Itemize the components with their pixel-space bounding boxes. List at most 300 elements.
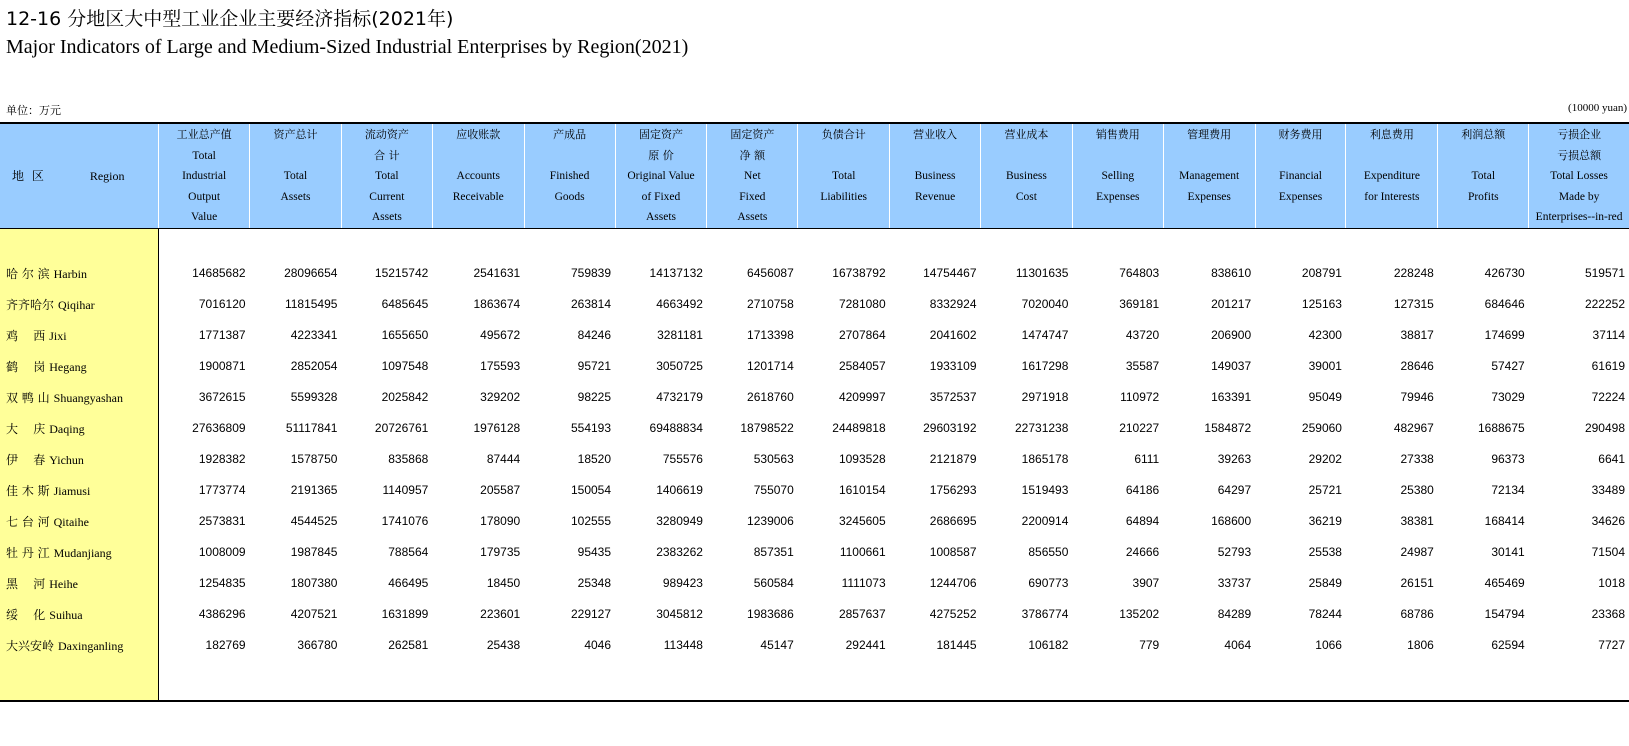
value-cell: 18798522: [740, 421, 794, 435]
value-cell: 135202: [1119, 607, 1160, 621]
value-cell: 30141: [1491, 545, 1525, 559]
column-header-english-line: [1164, 207, 1255, 228]
region-name-english: Daxinganling: [58, 638, 124, 653]
value-cell: 39001: [1308, 359, 1342, 373]
value-cell: 2686695: [929, 514, 977, 528]
empty-cell: [1346, 661, 1438, 701]
value-cell: 168414: [1484, 514, 1525, 528]
value-cell: 206900: [1211, 328, 1252, 342]
column-header-chinese-line: [1256, 146, 1346, 167]
region-name-english: Hegang: [49, 359, 87, 374]
region-cell: [0, 444, 159, 475]
column-header-english-line: Assets: [645, 211, 676, 223]
column-header-chinese-line: 流动资产: [364, 128, 409, 141]
region-cell-empty: [0, 228, 159, 258]
value-cell: 482967: [1393, 421, 1434, 435]
column-header-chinese-line: [890, 146, 980, 167]
region-name-english: Jixi: [49, 328, 67, 343]
value-cell: 52793: [1217, 545, 1252, 559]
column-header-english-line: [250, 207, 341, 228]
value-cell: 201217: [1211, 297, 1252, 311]
empty-cell: [707, 661, 798, 701]
value-cell: 4223341: [290, 328, 338, 342]
value-cell: 4064: [1224, 638, 1252, 652]
value-cell: 72224: [1591, 390, 1625, 404]
table-row: [0, 475, 1629, 506]
value-cell: 554193: [570, 421, 612, 435]
region-name-chinese: 鹤 岗: [6, 359, 46, 374]
empty-cell: [707, 228, 798, 258]
value-cell: 64894: [1125, 514, 1160, 528]
table-body: [0, 228, 1629, 701]
region-cell: [0, 258, 159, 289]
table-row: [0, 599, 1629, 630]
table-row: [0, 320, 1629, 351]
column-header-english-line: [981, 207, 1072, 228]
table-row: [0, 258, 1629, 289]
value-cell: 35587: [1125, 359, 1160, 373]
table-row: [0, 382, 1629, 413]
value-cell: 182769: [205, 638, 246, 652]
table-row: [0, 568, 1629, 599]
region-cell: [0, 506, 159, 537]
value-cell: 125163: [1301, 297, 1342, 311]
value-cell: 6485645: [381, 297, 429, 311]
value-cell: 2710758: [747, 297, 794, 311]
column-header-english-line: Net: [744, 170, 761, 182]
value-cell: 113448: [663, 638, 703, 652]
region-name-english: Suihua: [49, 607, 83, 622]
value-cell: 4386296: [198, 607, 246, 621]
region-cell: [0, 475, 159, 506]
value-cell: 366780: [297, 638, 338, 652]
region-cell: [0, 413, 159, 444]
value-cell: 62594: [1491, 638, 1525, 652]
region-cell: [0, 351, 159, 382]
value-cell: 6641: [1598, 452, 1625, 466]
value-cell: 1617298: [1021, 359, 1069, 373]
value-cell: 1987845: [290, 545, 338, 559]
value-cell: 426730: [1484, 266, 1525, 280]
value-cell: 1806: [1407, 638, 1434, 652]
value-cell: 78244: [1308, 607, 1342, 621]
value-cell: 1097548: [381, 359, 429, 373]
region-name-chinese: 大 庆: [6, 421, 46, 436]
column-header: [981, 123, 1073, 228]
empty-cell: [432, 661, 524, 701]
region-cell-empty: [0, 661, 159, 701]
table-row: [0, 444, 1629, 475]
column-header-english-line: Total: [1471, 170, 1496, 182]
region-name-chinese: 七 台 河: [6, 514, 50, 529]
value-cell: 2584057: [838, 359, 886, 373]
indicators-table: [0, 122, 1629, 702]
empty-cell: [432, 228, 524, 258]
value-cell: 2573831: [198, 514, 246, 528]
value-cell: 25721: [1308, 483, 1342, 497]
value-cell: 1928382: [198, 452, 246, 466]
column-header-english-line: [1073, 207, 1163, 228]
value-cell: 759839: [570, 266, 612, 280]
value-cell: 24666: [1125, 545, 1160, 559]
value-cell: 263814: [570, 297, 612, 311]
value-cell: 181445: [936, 638, 977, 652]
value-cell: 51117841: [285, 421, 338, 435]
value-cell: 205587: [480, 483, 521, 497]
value-cell: 3786774: [1021, 607, 1069, 621]
column-header-english-line: [433, 207, 524, 228]
value-cell: 36219: [1308, 514, 1342, 528]
value-cell: 14137132: [649, 266, 703, 280]
region-name-chinese: 大兴安岭: [6, 638, 55, 653]
value-cell: 3045812: [656, 607, 703, 621]
value-cell: 1239006: [747, 514, 794, 528]
table-row: [0, 351, 1629, 382]
value-cell: 84246: [577, 328, 612, 342]
region-name-english: Heihe: [49, 576, 78, 591]
value-cell: 1688675: [1477, 421, 1525, 435]
column-header-chinese-line: 营业成本: [1004, 128, 1049, 141]
column-header-english-line: Business: [1005, 170, 1047, 182]
value-cell: 96373: [1491, 452, 1525, 466]
value-cell: 835868: [388, 452, 429, 466]
column-header-english-line: Total: [831, 170, 856, 182]
value-cell: 1578750: [290, 452, 338, 466]
value-cell: 290498: [1584, 421, 1625, 435]
column-header-english-line: Expenditure: [1363, 170, 1421, 182]
column-header-english-line: [1346, 207, 1437, 228]
column-header-english-line: Goods: [554, 190, 585, 203]
value-cell: 3050725: [656, 359, 703, 373]
value-cell: 3280949: [656, 514, 703, 528]
indicators-table-container: [0, 122, 1629, 702]
value-cell: 42300: [1308, 328, 1342, 342]
table-row: [0, 506, 1629, 537]
value-cell: 23368: [1591, 607, 1625, 621]
region-name-chinese: 齐齐哈尔: [6, 297, 55, 312]
column-header-chinese-line: 应收账款: [456, 128, 501, 141]
value-cell: 179735: [480, 545, 521, 559]
value-cell: 755070: [753, 483, 794, 497]
column-header-english-line: Total: [283, 170, 308, 182]
value-cell: 25380: [1400, 483, 1434, 497]
column-header-chinese-line: 销售费用: [1095, 128, 1140, 141]
region-cell: [0, 289, 159, 320]
value-cell: 178090: [480, 514, 521, 528]
table-title-chinese: 12-16 分地区大中型工业企业主要经济指标(2021年): [6, 8, 454, 30]
column-header-english-line: [798, 207, 889, 228]
value-cell: 530563: [753, 452, 794, 466]
value-cell: 1018: [1598, 576, 1625, 590]
column-header: [615, 123, 707, 228]
empty-cell: [341, 661, 432, 701]
column-header-english-line: Industrial: [182, 170, 227, 182]
region-cell: [0, 537, 159, 568]
value-cell: 465469: [1484, 576, 1525, 590]
column-header-english-line: Total: [375, 170, 399, 182]
value-cell: 1254835: [198, 576, 246, 590]
region-name-english: Qiqihar: [58, 297, 95, 312]
column-header-english-line: Enterprises--in-red: [1535, 211, 1623, 223]
value-cell: 71504: [1591, 545, 1625, 559]
column-header-english-line: Fixed: [739, 190, 766, 203]
region-name-english: Qitaihe: [53, 514, 89, 529]
value-cell: 690773: [1028, 576, 1069, 590]
region-cell: [0, 320, 159, 351]
column-header-chinese-line: 营业收入: [913, 128, 958, 141]
value-cell: 127315: [1393, 297, 1434, 311]
column-header-chinese-line: 亏损企业: [1557, 128, 1602, 141]
column-header-english-line: Business: [914, 170, 956, 182]
column-header-chinese-line: [1438, 146, 1528, 167]
value-cell: 25538: [1308, 545, 1342, 559]
empty-cell: [1072, 228, 1163, 258]
value-cell: 1610154: [838, 483, 886, 497]
column-header-english-line: Current: [369, 190, 405, 203]
value-cell: 1976128: [473, 421, 521, 435]
column-header-chinese-line: [1164, 146, 1255, 167]
value-cell: 1008587: [929, 545, 977, 559]
column-header: [890, 123, 981, 228]
column-header-chinese-line: [250, 146, 341, 167]
value-cell: 560584: [753, 576, 794, 590]
column-header-chinese-line: 工业总产值: [176, 128, 232, 141]
value-cell: 3245605: [838, 514, 886, 528]
empty-cell: [1255, 661, 1346, 701]
value-cell: 1771387: [198, 328, 246, 342]
empty-cell: [1438, 228, 1529, 258]
unit-label-chinese: 单位：万元: [6, 104, 61, 117]
column-header: [1346, 123, 1438, 228]
empty-cell: [250, 228, 342, 258]
region-column-header: [0, 123, 159, 228]
value-cell: 34626: [1591, 514, 1625, 528]
value-cell: 28646: [1400, 359, 1434, 373]
value-cell: 29202: [1308, 452, 1342, 466]
value-cell: 39263: [1217, 452, 1252, 466]
value-cell: 2618760: [747, 390, 794, 404]
value-cell: 4275252: [929, 607, 977, 621]
value-cell: 1655650: [381, 328, 429, 342]
value-cell: 43720: [1125, 328, 1160, 342]
value-cell: 38381: [1400, 514, 1434, 528]
value-cell: 2025842: [381, 390, 429, 404]
value-cell: 64186: [1125, 483, 1160, 497]
region-cell: [0, 599, 159, 630]
value-cell: 24489818: [832, 421, 886, 435]
value-cell: 6111: [1134, 452, 1160, 466]
value-cell: 262581: [388, 638, 429, 652]
column-header-english-line: Assets: [737, 211, 768, 223]
value-cell: 20726761: [374, 421, 429, 435]
value-cell: 838610: [1211, 266, 1252, 280]
column-header-english-line: Expenses: [1096, 190, 1140, 203]
value-cell: 4544525: [290, 514, 338, 528]
value-cell: 110972: [1120, 390, 1160, 404]
region-name-chinese: 绥 化: [6, 607, 46, 622]
value-cell: 2707864: [838, 328, 886, 342]
value-cell: 229127: [570, 607, 612, 621]
column-header-chinese-line: 管理费用: [1187, 128, 1232, 141]
value-cell: 2383262: [656, 545, 703, 559]
region-name-chinese: 佳 木 斯: [6, 483, 50, 498]
value-cell: 29603192: [923, 421, 977, 435]
value-cell: 106182: [1028, 638, 1069, 652]
value-cell: 2857637: [838, 607, 886, 621]
empty-cell: [615, 661, 707, 701]
value-cell: 755576: [662, 452, 703, 466]
value-cell: 2852054: [290, 359, 338, 373]
value-cell: 228248: [1393, 266, 1434, 280]
column-header-english-line: [890, 207, 980, 228]
empty-cell: [1163, 661, 1255, 701]
empty-cell: [981, 228, 1073, 258]
empty-cell: [1438, 661, 1529, 701]
value-cell: 1093528: [838, 452, 886, 466]
value-cell: 684646: [1484, 297, 1525, 311]
column-header: [707, 123, 798, 228]
value-cell: 3907: [1132, 576, 1160, 590]
value-cell: 79946: [1400, 390, 1434, 404]
value-cell: 14754467: [923, 266, 977, 280]
value-cell: 25849: [1308, 576, 1342, 590]
column-header-chinese-line: 产成品: [553, 128, 587, 141]
value-cell: 4732179: [656, 390, 703, 404]
value-cell: 7016120: [198, 297, 246, 311]
value-cell: 28096654: [284, 266, 338, 280]
column-header-english-line: for Interests: [1364, 190, 1420, 203]
value-cell: 1807380: [290, 576, 338, 590]
value-cell: 4046: [584, 638, 612, 652]
column-header-english-line: [1256, 207, 1346, 228]
value-cell: 1140957: [382, 483, 429, 497]
value-cell: 22731238: [1015, 421, 1069, 435]
value-cell: 102555: [570, 514, 612, 528]
value-cell: 1983686: [747, 607, 794, 621]
column-header: [1163, 123, 1255, 228]
region-name-english: Yichun: [49, 452, 84, 467]
value-cell: 87444: [486, 452, 521, 466]
value-cell: 1631899: [381, 607, 429, 621]
column-header-chinese-line: 原 价: [648, 148, 674, 162]
value-cell: 1863674: [473, 297, 521, 311]
value-cell: 989423: [662, 576, 703, 590]
column-header-chinese-line: 负债合计: [821, 128, 866, 141]
value-cell: 33737: [1217, 576, 1252, 590]
empty-cell: [524, 228, 615, 258]
region-cell: [0, 382, 159, 413]
value-cell: 856550: [1028, 545, 1069, 559]
value-cell: 25348: [577, 576, 612, 590]
value-cell: 95049: [1308, 390, 1342, 404]
column-header-english-line: Made by: [1558, 190, 1600, 203]
column-header-english-line: Revenue: [914, 190, 956, 203]
value-cell: 45147: [760, 638, 794, 652]
value-cell: 1008009: [198, 545, 246, 559]
column-header-english-line: Accounts: [456, 170, 500, 182]
table-row: [0, 630, 1629, 661]
value-cell: 69488834: [649, 421, 703, 435]
value-cell: 64297: [1217, 483, 1252, 497]
empty-cell: [1255, 228, 1346, 258]
empty-cell: [981, 661, 1073, 701]
region-header-chinese: 地 区: [12, 169, 46, 183]
value-cell: 18520: [577, 452, 612, 466]
value-cell: 1756293: [929, 483, 977, 497]
value-cell: 2191365: [290, 483, 338, 497]
value-cell: 57427: [1491, 359, 1525, 373]
column-header: [798, 123, 890, 228]
column-header-chinese-line: 亏损总额: [1557, 148, 1602, 162]
column-header-chinese-line: 合 计: [374, 148, 400, 162]
value-cell: 1773774: [198, 483, 246, 497]
column-header-english-line: Expenses: [1278, 190, 1323, 203]
value-cell: 84289: [1217, 607, 1252, 621]
column-header-english-line: Cost: [1015, 190, 1037, 203]
value-cell: 1741076: [381, 514, 429, 528]
column-header-english-line: [1438, 207, 1528, 228]
value-cell: 26151: [1400, 576, 1434, 590]
value-cell: 27636809: [192, 421, 246, 435]
region-cell: [0, 568, 159, 599]
value-cell: 68786: [1400, 607, 1434, 621]
region-cell: [0, 630, 159, 661]
value-cell: 72134: [1491, 483, 1525, 497]
column-header: [250, 123, 342, 228]
column-header-english-line: Output: [188, 190, 221, 203]
column-header-chinese-line: [525, 146, 615, 167]
value-cell: 519571: [1584, 266, 1625, 280]
column-header-chinese-line: [981, 146, 1072, 167]
value-cell: 1865178: [1021, 452, 1069, 466]
column-header-english-line: Assets: [371, 211, 402, 223]
column-header: [1529, 123, 1629, 228]
value-cell: 7727: [1598, 638, 1625, 652]
value-cell: 4207521: [290, 607, 338, 621]
empty-cell: [524, 661, 615, 701]
value-cell: 292441: [845, 638, 886, 652]
column-header-english-line: Selling: [1101, 170, 1135, 182]
column-header-chinese-line: [798, 146, 889, 167]
column-header-english-line: Value: [191, 211, 218, 223]
value-cell: 4209997: [838, 390, 886, 404]
value-cell: 61619: [1591, 359, 1625, 373]
column-header-english-line: Receivable: [452, 190, 504, 203]
value-cell: 208791: [1301, 266, 1342, 280]
value-cell: 466495: [388, 576, 429, 590]
value-cell: 1519493: [1021, 483, 1069, 497]
value-cell: 163391: [1211, 390, 1252, 404]
region-header-english: Region: [89, 169, 125, 183]
empty-cell: [798, 661, 890, 701]
column-header: [1255, 123, 1346, 228]
column-header-english-line: Total Losses: [1550, 170, 1608, 182]
value-cell: 1406619: [656, 483, 703, 497]
region-name-chinese: 鸡 西: [6, 328, 46, 343]
value-cell: 95435: [577, 545, 612, 559]
value-cell: 16738792: [832, 266, 886, 280]
value-cell: 223601: [480, 607, 521, 621]
value-cell: 1066: [1315, 638, 1342, 652]
column-header-chinese-line: 固定资产: [638, 128, 683, 141]
table-row: [0, 413, 1629, 444]
region-name-chinese: 双 鸭 山: [6, 390, 50, 405]
column-header: [432, 123, 524, 228]
column-header-chinese-line: [1346, 146, 1437, 167]
value-cell: 7020040: [1021, 297, 1069, 311]
empty-cell: [341, 228, 432, 258]
value-cell: 2200914: [1021, 514, 1069, 528]
